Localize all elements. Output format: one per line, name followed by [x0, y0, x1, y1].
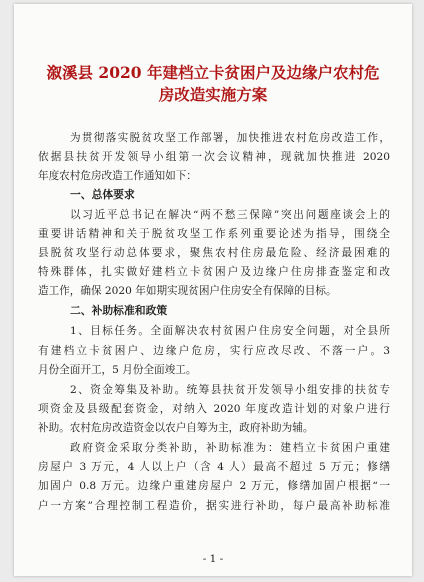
- item-2-line-2: 项资金及县级配套资金，对纳入 2020 年度改造计划的对象户进行: [38, 403, 390, 415]
- item-3-line-1: 政府资金采取分类补助，补助标准为：建档立卡贫困户重建: [70, 442, 390, 454]
- item-2-line-1: 2、资金筹集及补助。统筹县扶贫开发领导小组安排的扶贫专: [70, 384, 390, 396]
- intro-line-2: 依据县扶贫开发领导小组第一次会议精神，现就加快推进 2020: [38, 151, 390, 163]
- item-3-line-3: 加固户 0.8 万元。边缘户重建房屋户 2 万元，修缮加固户根据“一: [38, 480, 390, 492]
- item-3-line-4: 户一方案”合理控制工程造价，据实进行补助，每户最高补助标准: [38, 500, 390, 512]
- document-page: [14, 4, 412, 576]
- section-1-line-3: 县脱贫攻坚行动总体要求，聚焦农村住房最危险、经济最困难的: [38, 247, 390, 259]
- page-number: - 1 -: [202, 553, 224, 565]
- intro-line-3: 年度农村危房改造工作通知如下：: [38, 170, 197, 182]
- section-1-line-1: 以习近平总书记在解决“两不愁三保障”突出问题座谈会上的: [70, 209, 390, 221]
- item-3-line-2: 房屋户 3 万元，4 人以上户（含 4 人）最高不超过 5 万元；修缮: [38, 461, 390, 473]
- section-2-heading: 二、补助标准和政策: [70, 304, 168, 317]
- section-1-heading: 一、总体要求: [70, 188, 135, 201]
- item-1-line-2: 有建档立卡贫困户、边缘户危房，实行应改尽改、不落一户。3: [38, 345, 390, 357]
- item-1-line-1: 1、目标任务。全面解决农村贫困户住房安全问题，对全县所: [70, 325, 390, 337]
- section-1-line-2: 重要讲话精神和关于脱贫攻坚工作系列重要论述为指导，围绕全: [38, 228, 390, 240]
- item-2-line-3: 补助。农村危房改造资金以农户自筹为主，政府补助为辅。: [38, 422, 314, 434]
- document-title-line-2: 房改造实施方案: [158, 85, 268, 104]
- section-1-line-5: 造工作，确保 2020 年如期实现贫困户住房安全有保障的目标。: [38, 285, 337, 297]
- section-1-line-4: 特殊群体，扎实做好建档立卡贫困户及边缘户住房排查鉴定和改: [38, 266, 390, 278]
- intro-line-1: 为贯彻落实脱贫攻坚工作部署，加快推进农村危房改造工作，: [70, 132, 390, 144]
- item-1-line-3: 月份全面开工，5 月份全面竣工。: [38, 364, 197, 376]
- document-title-line-1: 溆溪县 2020 年建档立卡贫困户及边缘户农村危: [46, 63, 380, 82]
